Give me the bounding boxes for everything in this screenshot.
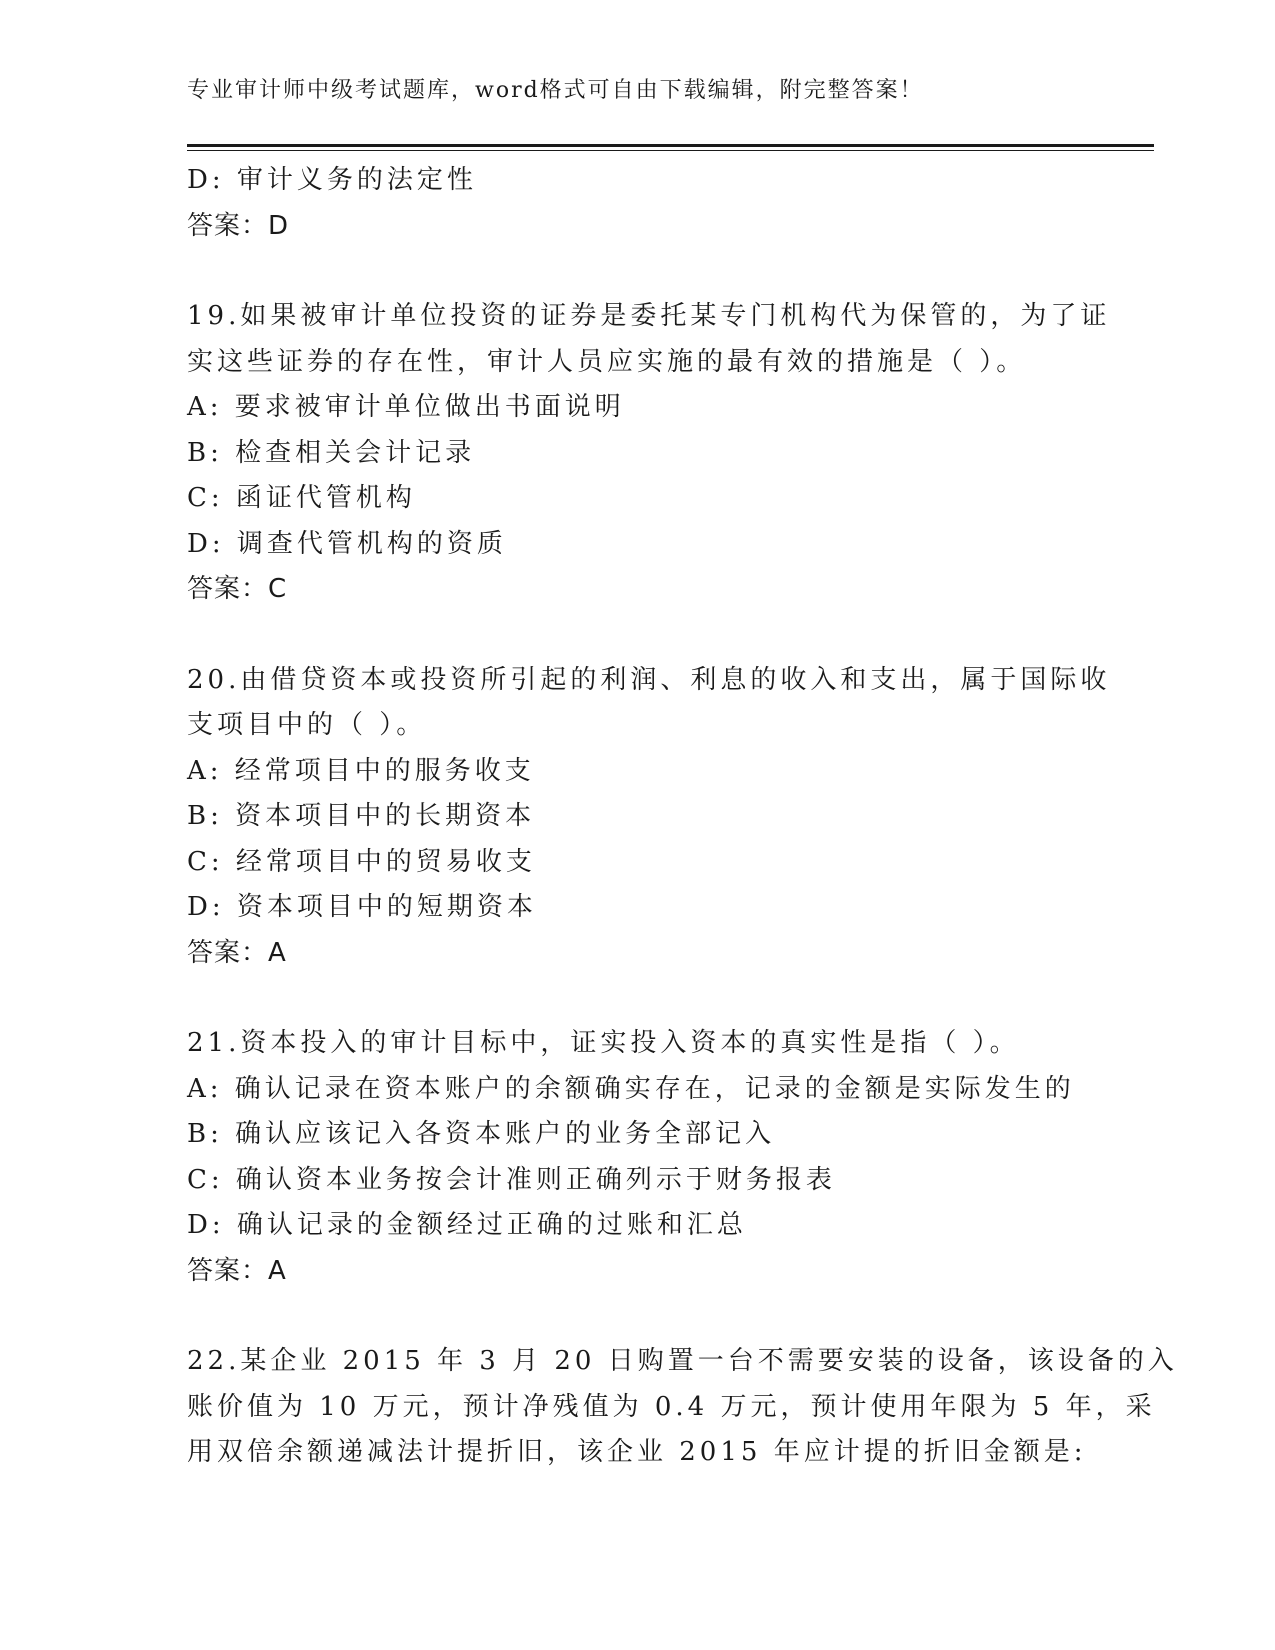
option-b: B: 资本项目中的长期资本 — [187, 801, 536, 831]
option-c: C: 确认资本业务按会计准则正确列示于财务报表 — [187, 1164, 836, 1195]
answer: 答案：D — [187, 210, 290, 241]
option-d: D: 资本项目中的短期资本 — [187, 892, 537, 922]
option-b: B: 确认应该记入各资本账户的业务全部记入 — [187, 1119, 776, 1149]
option-c: C: 函证代管机构 — [187, 483, 416, 513]
question-text-line: 账价值为 10 万元，预计净残值为 0.4 万元，预计使用年限为 5 年，采 — [187, 1391, 1156, 1422]
question-22 — [187, 1339, 1178, 1476]
document-content — [187, 158, 1178, 1476]
question-text-line: 19.如果被审计单位投资的证券是委托某专门机构代为保管的，为了证 — [187, 301, 1111, 331]
answer: 答案：A — [187, 1255, 287, 1286]
question-text-line: 20.由借贷资本或投资所引起的利润、利息的收入和支出，属于国际收 — [187, 664, 1111, 695]
option-c: C: 经常项目中的贸易收支 — [187, 846, 536, 877]
spacer — [187, 249, 1087, 294]
question-19 — [187, 294, 1111, 613]
spacer — [187, 976, 1087, 1021]
option-b: B: 检查相关会计记录 — [187, 437, 476, 468]
question-text-line: 实这些证券的存在性，审计人员应实施的最有效的措施是（ ）。 — [187, 346, 1027, 377]
question-21 — [187, 1021, 1087, 1294]
answer: 答案：C — [187, 574, 288, 604]
answer: 答案：A — [187, 937, 287, 968]
option-a: A: 经常项目中的服务收支 — [187, 755, 535, 786]
question-text-line: 用双倍余额递减法计提折旧，该企业 2015 年应计提的折旧金额是: — [187, 1437, 1087, 1467]
page-header: 专业审计师中级考试题库，word格式可自由下载编辑，附完整答案！ — [187, 78, 924, 103]
question-text-line: 支项目中的（ ）。 — [187, 710, 427, 740]
option-d: D: 确认记录的金额经过正确的过账和汇总 — [187, 1210, 747, 1240]
header-rule-thick — [187, 144, 1154, 147]
question-text-line: 22.某企业 2015 年 3 月 20 日购置一台不需要安装的设备，该设备的入 — [187, 1346, 1178, 1376]
question-18-tail — [187, 158, 1087, 249]
header-rule-thin — [187, 150, 1154, 151]
question-text-line: 21.资本投入的审计目标中，证实投入资本的真实性是指（ ）。 — [187, 1028, 1020, 1058]
spacer — [187, 613, 1087, 658]
option-d: D: 调查代管机构的资质 — [187, 528, 507, 559]
option-d: D: 审计义务的法定性 — [187, 165, 477, 195]
option-a: A: 要求被审计单位做出书面说明 — [187, 392, 625, 422]
question-20 — [187, 658, 1111, 977]
spacer — [187, 1294, 1087, 1339]
option-a: A: 确认记录在资本账户的余额确实存在，记录的金额是实际发生的 — [187, 1073, 1075, 1104]
